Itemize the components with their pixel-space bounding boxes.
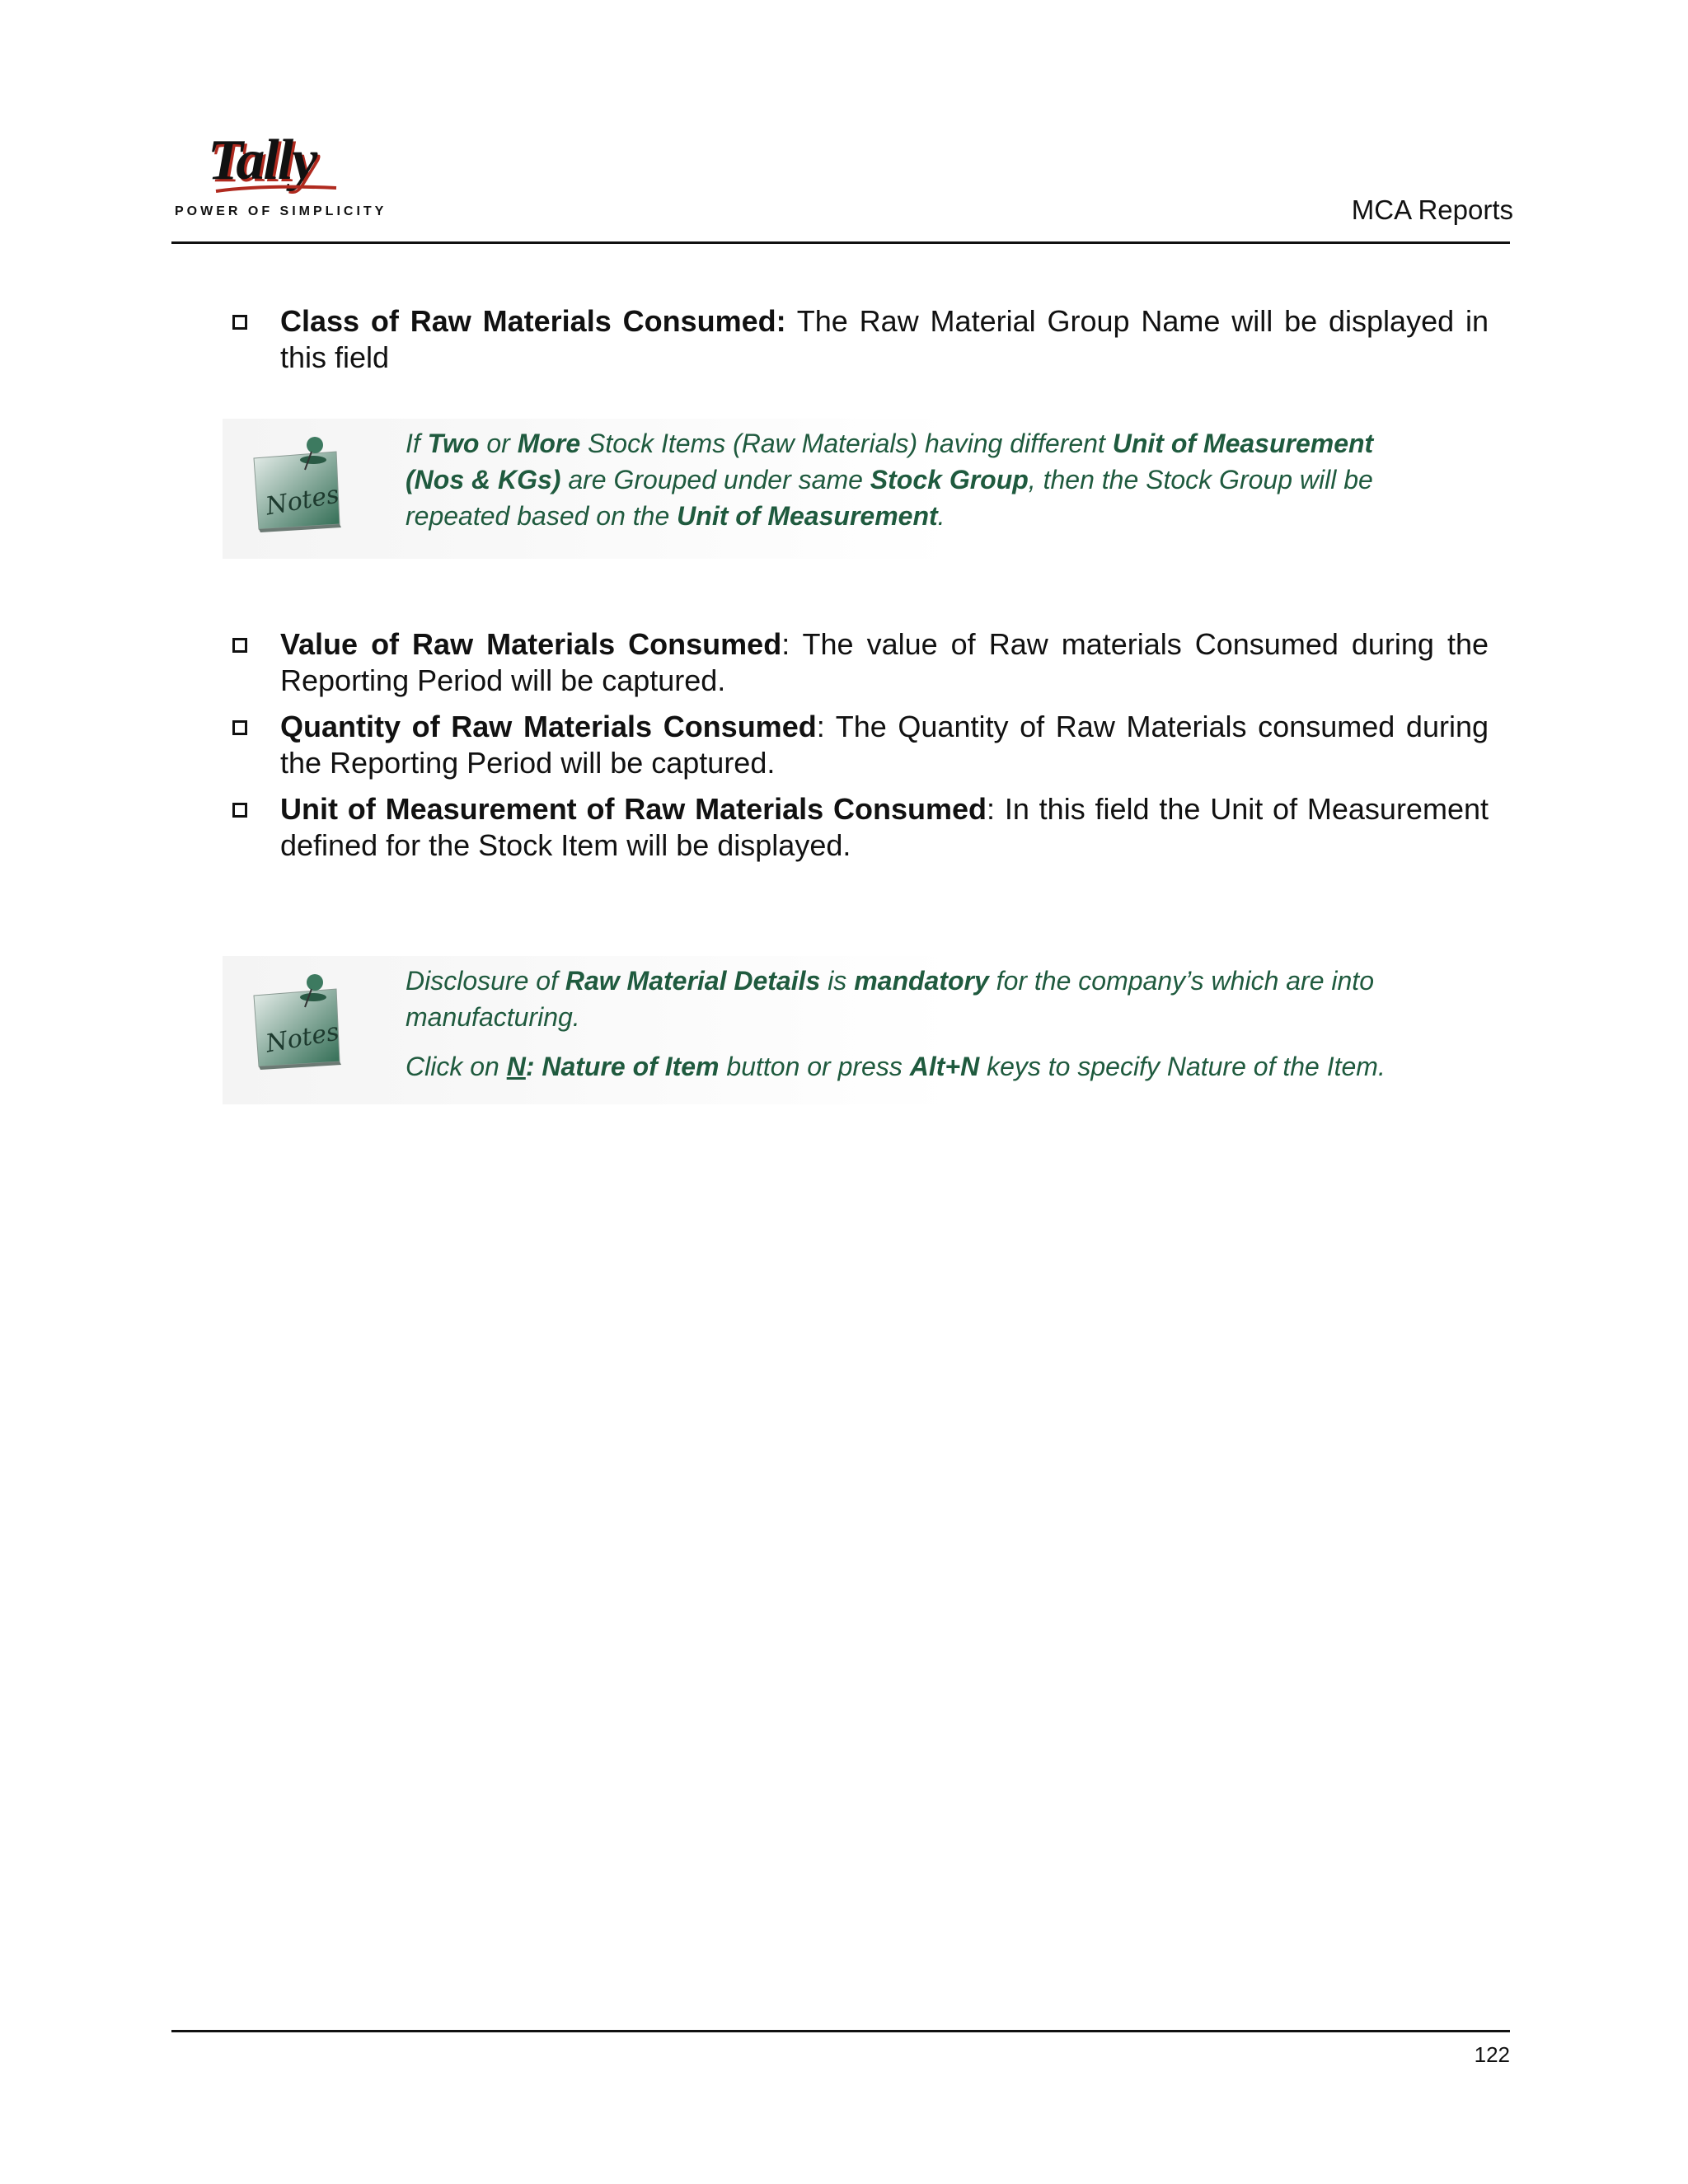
- header-rule: [171, 241, 1510, 244]
- note-text-segment: .: [937, 501, 945, 531]
- bullet-unit-of-measurement: [232, 791, 1489, 864]
- note-box: [223, 956, 1442, 1104]
- bullet-square-icon: [232, 315, 247, 330]
- page-number: 122: [1474, 2042, 1510, 2067]
- logo-wordmark: Tally: [208, 129, 316, 192]
- logo-tagline: POWER OF SIMPLICITY: [175, 204, 387, 218]
- note-text-segment: for the company’s which are into manufacturing.: [406, 966, 1374, 1032]
- note-emphasis: mandatory: [854, 966, 989, 996]
- header-title: MCA Reports: [1351, 194, 1513, 225]
- bullet-description: The Raw Material Group Name will be displayed in this field: [280, 304, 1489, 374]
- note-text-segment: is: [820, 966, 855, 996]
- note-text-segment: Stock Items (Raw Materials) having different: [580, 429, 1113, 458]
- bullet-square-icon: [232, 638, 247, 653]
- note-paragraph: [406, 425, 1428, 534]
- note-emphasis: Two: [427, 429, 480, 458]
- shortcut-key: N: [506, 1052, 526, 1081]
- tally-logo: [175, 129, 387, 223]
- logo-swoosh-icon: [214, 183, 338, 194]
- bullet-square-icon: [232, 803, 247, 818]
- bullet-term: Class of Raw Materials Consumed:: [280, 304, 786, 338]
- note-text: [406, 419, 1428, 534]
- note-text-segment: Disclosure of: [406, 966, 565, 996]
- note-paragraph: [406, 1048, 1428, 1085]
- note-emphasis: Unit of Measurement (Nos & KGs): [406, 429, 1374, 494]
- note-text: [406, 956, 1428, 1085]
- note-emphasis: Alt+N: [909, 1052, 980, 1081]
- bullet-square-icon: [232, 720, 247, 735]
- bullet-text: [280, 791, 1489, 864]
- note-box: [223, 419, 1442, 559]
- note-emphasis: Raw Material Details: [565, 966, 821, 996]
- bullet-text: [280, 709, 1489, 781]
- bullet-description: : The value of Raw materials Consumed during the Reporting Period will be captured.: [280, 627, 1489, 697]
- note-text-segment: Click on: [406, 1052, 507, 1081]
- note-text-segment: , then the Stock Group will be repeated based on the: [406, 465, 1373, 531]
- note-emphasis: Stock Group: [870, 465, 1029, 494]
- bullet-term: Value of Raw Materials Consumed: [280, 627, 782, 661]
- note-paragraph: [406, 963, 1428, 1035]
- svg-text:Notes: Notes: [263, 480, 342, 522]
- bullet-description: : In this field the Unit of Measurement defined for the Stock Item will be displayed.: [280, 792, 1489, 862]
- notes-pin-icon: [247, 427, 346, 534]
- note-emphasis: More: [517, 429, 581, 458]
- note-text-segment: If: [406, 429, 428, 458]
- note-text-segment: are Grouped under same: [560, 465, 870, 494]
- note-emphasis: : Nature of Item: [525, 1052, 720, 1081]
- bullet-term: Unit of Measurement of Raw Materials Consumed: [280, 792, 987, 826]
- bullet-text: [280, 626, 1489, 699]
- svg-text:Notes: Notes: [263, 1017, 342, 1059]
- note-emphasis: Unit of Measurement: [677, 501, 938, 531]
- bullet-class-of-raw-materials: [232, 303, 1489, 376]
- note-text-segment: or: [479, 429, 518, 458]
- bullet-quantity-of-raw-materials: [232, 709, 1489, 781]
- notes-pin-icon: [247, 964, 346, 1071]
- bullet-description: : The Quantity of Raw Materials consumed during the Reporting Period will be captured.: [280, 710, 1489, 780]
- bullet-value-of-raw-materials: [232, 626, 1489, 699]
- note-text-segment: keys to specify Nature of the Item.: [979, 1052, 1386, 1081]
- bullet-text: [280, 303, 1489, 376]
- footer-rule: [171, 2030, 1510, 2032]
- bullet-term: Quantity of Raw Materials Consumed: [280, 710, 817, 743]
- note-text-segment: button or press: [719, 1052, 910, 1081]
